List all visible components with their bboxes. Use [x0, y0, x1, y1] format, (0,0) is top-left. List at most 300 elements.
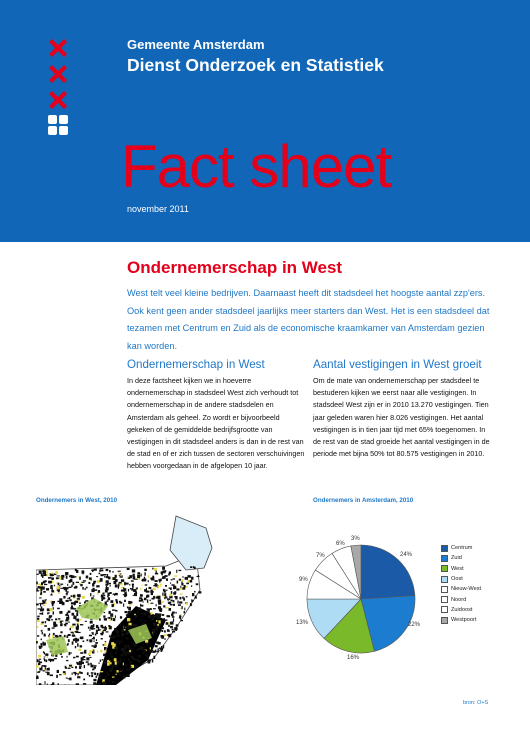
map-building: [173, 600, 175, 602]
document-title: Fact sheet: [121, 133, 392, 200]
map-building: [105, 641, 107, 642]
map-building: [36, 665, 38, 668]
map-building: [145, 584, 148, 585]
map-building: [100, 671, 103, 672]
map-building: [43, 605, 45, 606]
map-building: [110, 662, 112, 664]
map-building: [113, 636, 116, 637]
map-building: [158, 599, 161, 602]
map-building: [69, 599, 71, 601]
map-building: [45, 653, 48, 656]
legend-swatch: [441, 606, 448, 613]
map-building: [172, 631, 175, 633]
map-building: [152, 651, 155, 653]
map-building: [65, 666, 67, 669]
map-building: [69, 580, 71, 583]
map-building: [121, 654, 124, 656]
map-building: [170, 626, 173, 628]
map-building: [100, 578, 103, 581]
map-building: [94, 628, 96, 629]
map-building: [96, 639, 97, 641]
legend-item: [441, 594, 481, 604]
map-building: [89, 577, 92, 579]
map-building: [164, 618, 166, 621]
legend-item: [441, 584, 481, 594]
map-building: [94, 673, 96, 676]
map-building: [142, 620, 143, 622]
legend-label: West: [451, 565, 464, 572]
map-building: [158, 642, 161, 645]
map-building: [73, 595, 75, 598]
map-building: [86, 587, 88, 589]
map-building: [104, 595, 106, 597]
map-building: [41, 639, 42, 641]
map-building: [69, 597, 71, 599]
map-building: [57, 586, 60, 589]
map-building: [71, 602, 74, 604]
map-building: [96, 630, 98, 633]
map-building: [159, 648, 161, 649]
map-building: [112, 571, 113, 572]
map-building: [119, 602, 122, 604]
map-building: [161, 627, 164, 629]
map-building: [95, 634, 97, 636]
map-building: [79, 661, 82, 662]
map-building: [38, 584, 41, 586]
map-building: [51, 577, 54, 580]
map-building: [75, 586, 78, 589]
map-building: [126, 614, 128, 616]
map-building: [52, 627, 55, 628]
map-building: [140, 594, 143, 597]
map-building: [172, 612, 175, 614]
map-building: [103, 654, 106, 657]
map-building: [153, 596, 155, 599]
legend-swatch: [441, 555, 448, 562]
map-building: [88, 663, 90, 665]
map-building: [40, 587, 42, 589]
map-building: [129, 604, 132, 606]
map-building: [38, 655, 41, 658]
map-building: [47, 612, 49, 613]
map-building: [145, 655, 148, 656]
map-building: [76, 582, 79, 583]
map-building: [166, 590, 167, 591]
map-building: [175, 629, 177, 631]
map-building: [91, 625, 94, 628]
map-building: [75, 619, 76, 621]
map-building: [46, 573, 48, 576]
map-building: [115, 599, 116, 602]
map-building: [153, 629, 155, 632]
map-building: [52, 581, 54, 584]
map-building: [52, 601, 55, 603]
map-building: [146, 588, 147, 591]
map-building: [137, 649, 138, 652]
map-building: [181, 579, 183, 581]
map-building: [71, 595, 73, 597]
org-name: Gemeente Amsterdam: [127, 37, 265, 52]
map-building: [79, 577, 81, 580]
map-building: [166, 622, 169, 625]
map-building: [103, 597, 104, 600]
cross-icon: [46, 62, 70, 86]
map-building: [49, 633, 50, 635]
map-building: [84, 665, 85, 668]
map-building: [164, 593, 166, 596]
map-building: [153, 588, 156, 591]
map-building: [95, 642, 98, 644]
map-building: [174, 596, 176, 598]
map-building: [66, 678, 68, 679]
map-building: [173, 586, 176, 589]
map-building: [184, 611, 186, 613]
legend-item: [441, 543, 481, 553]
map-building: [186, 583, 189, 585]
lead-paragraph: West telt veel kleine bedrijven. Daarnaast heeft dit stadsdeel het hoogste aantal zzp'ers. Ook kent geen ander stadsdeel jaarlijks meer starters dan West. Het is een stadsdeel dat tezamen met Centrum en Zuid als de economische kraamkamer van Amsterdam gezien kan worden.: [127, 288, 490, 351]
map-building: [148, 661, 151, 663]
map-building: [89, 635, 92, 637]
map-building: [41, 582, 43, 585]
map-building: [121, 641, 122, 643]
map-building: [77, 619, 80, 622]
map-building: [54, 585, 55, 587]
map-building: [61, 578, 64, 580]
map-building: [68, 639, 70, 642]
map-building: [157, 618, 160, 619]
map-building: [168, 574, 170, 575]
map-building: [130, 626, 131, 627]
map-building: [134, 614, 136, 615]
map-building: [49, 608, 52, 611]
map-building: [138, 607, 141, 610]
map-building: [89, 629, 90, 630]
map-building: [50, 586, 52, 589]
map-building: [43, 601, 46, 604]
map-building: [170, 604, 173, 606]
map-building: [92, 569, 93, 572]
map-building: [71, 667, 73, 668]
map-building: [59, 598, 62, 601]
pie-value-label: 9%: [299, 577, 308, 583]
map-building: [92, 638, 95, 639]
map-building: [66, 660, 68, 661]
map-building: [84, 588, 86, 590]
map-building: [55, 618, 57, 620]
legend-label: Nieuw-West: [451, 586, 482, 593]
map-building: [177, 601, 178, 604]
map-building: [98, 590, 100, 593]
legend-swatch: [441, 617, 448, 624]
map-building: [82, 624, 84, 625]
map-building: [67, 612, 69, 615]
map-building: [40, 623, 43, 625]
map-building: [67, 591, 68, 593]
map-building: [86, 576, 88, 577]
map-building: [108, 627, 110, 628]
map-building: [68, 668, 71, 669]
map-building: [173, 618, 174, 621]
map-building: [148, 659, 151, 661]
map-building: [148, 603, 149, 604]
legend-swatch: [441, 565, 448, 572]
map-building: [60, 588, 63, 589]
map-building: [188, 575, 191, 578]
map-building: [144, 620, 147, 621]
map-building: [75, 666, 77, 668]
map-building: [159, 624, 161, 625]
map-building: [46, 618, 48, 620]
pie-value-label: 24%: [400, 552, 413, 558]
map-building: [58, 683, 59, 685]
map-building: [118, 634, 119, 637]
map-building: [181, 583, 183, 586]
map-building: [198, 591, 201, 593]
map-building: [140, 588, 141, 591]
map-building: [137, 572, 140, 574]
map-building: [45, 681, 46, 684]
map-building: [180, 620, 183, 621]
map-building: [129, 667, 131, 669]
map-building: [75, 601, 78, 604]
map-building: [73, 582, 75, 585]
map-building: [83, 580, 86, 581]
map-building: [150, 612, 152, 615]
map-building: [79, 663, 81, 665]
map-building: [190, 603, 192, 606]
map-building: [88, 582, 90, 584]
map-building: [118, 585, 119, 588]
map-building: [99, 675, 101, 678]
map-building: [184, 585, 186, 588]
map-building: [133, 589, 136, 592]
map-building: [106, 631, 109, 632]
map-building: [80, 584, 82, 586]
map-building: [127, 568, 130, 570]
map-building: [91, 645, 94, 646]
map-building: [120, 623, 121, 626]
map-building: [57, 608, 60, 610]
map-building: [176, 624, 179, 626]
map-building: [125, 654, 127, 656]
map-building: [110, 653, 112, 655]
map-building: [97, 650, 98, 652]
map-building: [133, 624, 135, 627]
map-building: [90, 657, 92, 658]
pie-value-label: 13%: [296, 620, 309, 626]
map-building: [173, 578, 176, 579]
map-building: [152, 618, 154, 621]
map-building: [168, 625, 170, 627]
map-building: [74, 638, 77, 641]
map-building: [85, 621, 87, 622]
map-building: [125, 665, 128, 666]
legend-item: [441, 605, 481, 615]
map-building: [111, 665, 114, 668]
map-building: [48, 619, 50, 622]
map-building: [124, 645, 127, 647]
map-building: [180, 597, 182, 600]
map-building: [83, 641, 85, 643]
map-building: [186, 603, 189, 605]
map-building: [65, 583, 66, 584]
map-building: [112, 677, 115, 678]
map-building: [109, 671, 112, 672]
map-building: [91, 672, 94, 674]
map-building: [114, 658, 117, 661]
map-building: [48, 635, 50, 636]
map-building: [106, 675, 108, 676]
map-building: [159, 609, 162, 611]
map-building: [101, 625, 104, 628]
map-building: [46, 570, 48, 573]
map-building: [39, 683, 42, 685]
map-building: [181, 581, 182, 583]
map-building: [72, 673, 73, 675]
map-building: [98, 628, 99, 631]
map-building: [134, 579, 137, 580]
map-building: [167, 615, 170, 617]
map-building: [166, 607, 169, 608]
map-building: [183, 576, 184, 578]
map-building: [171, 600, 173, 602]
map-building: [89, 639, 92, 642]
map-building: [101, 638, 103, 640]
map-building: [142, 653, 144, 655]
map-building: [109, 570, 111, 572]
pie-value-label: 6%: [336, 541, 345, 547]
map-building: [132, 569, 135, 572]
map-building: [44, 652, 45, 655]
map-building: [127, 611, 128, 614]
map-building: [162, 567, 165, 570]
map-building: [163, 589, 165, 592]
map-building: [69, 587, 72, 588]
map-building: [55, 636, 58, 638]
map-building: [100, 650, 101, 652]
map-building: [105, 602, 107, 605]
map-building: [149, 587, 152, 589]
map-building: [126, 674, 129, 677]
map-building: [47, 684, 48, 685]
map-building: [63, 673, 65, 675]
map-building: [137, 612, 139, 613]
map-building: [118, 674, 120, 676]
map-building: [90, 619, 92, 620]
map-building: [114, 644, 116, 647]
map-building: [95, 589, 98, 591]
map-building: [127, 618, 130, 621]
map-building: [93, 682, 96, 685]
map-building: [180, 588, 182, 590]
map-building: [166, 578, 168, 581]
map-building: [70, 652, 72, 653]
map-building: [107, 595, 108, 597]
map-building: [163, 605, 165, 607]
map-building: [182, 606, 183, 609]
map-building: [148, 575, 150, 577]
map-building: [46, 588, 49, 590]
map-building: [48, 628, 51, 631]
map-building: [43, 571, 46, 574]
map-building: [110, 585, 111, 586]
map-building: [104, 618, 107, 621]
map-building: [171, 579, 173, 580]
map-building: [87, 639, 89, 641]
map-building: [43, 651, 44, 653]
map-building: [60, 623, 63, 626]
map-building: [157, 624, 159, 626]
map-building: [162, 577, 163, 579]
map-building: [120, 583, 123, 585]
map-building: [99, 662, 100, 664]
legend-swatch: [441, 576, 448, 583]
map-building: [156, 597, 159, 599]
map-building: [72, 613, 75, 616]
map-building: [94, 665, 97, 667]
legend-label: Zuidoost: [451, 606, 473, 613]
map-building: [56, 675, 58, 678]
map-building: [77, 676, 80, 678]
map-building: [93, 596, 95, 597]
map-building: [131, 661, 132, 663]
map-building: [162, 601, 164, 603]
section-heading: Aantal vestigingen in West groeit: [313, 358, 482, 371]
pie-chart: [286, 532, 436, 666]
map-building: [48, 577, 51, 579]
pie-value-label: 7%: [316, 553, 325, 559]
map-building: [190, 566, 192, 568]
map-building: [88, 653, 91, 655]
map-building: [91, 632, 93, 633]
map-building: [71, 605, 73, 608]
map-building: [176, 570, 177, 573]
legend-item: [441, 615, 481, 625]
map-building: [93, 679, 96, 682]
map-building: [97, 580, 100, 583]
legend-label: Oost: [451, 576, 463, 583]
map-building: [75, 674, 76, 676]
map-building: [71, 626, 74, 629]
map-building: [121, 587, 123, 589]
map-building: [115, 652, 118, 653]
map-building: [124, 600, 126, 602]
map-building: [57, 670, 59, 673]
map-building: [87, 672, 89, 675]
map-building: [165, 591, 166, 592]
map-building: [50, 660, 51, 662]
map-building: [42, 587, 45, 590]
map-building: [161, 621, 162, 623]
map-building: [104, 643, 107, 646]
map-building: [100, 660, 101, 662]
map-building: [111, 637, 114, 638]
map-building: [131, 576, 132, 578]
map-building: [44, 665, 47, 667]
map-building: [167, 629, 169, 632]
map-building: [153, 656, 155, 659]
map-building: [93, 650, 94, 651]
map-building: [78, 649, 81, 651]
map-building: [89, 675, 91, 677]
pie-value-label: 22%: [408, 622, 421, 628]
map-building: [41, 607, 43, 609]
map-building: [50, 573, 52, 574]
publication-date: november 2011: [127, 204, 189, 214]
map-building: [131, 588, 133, 591]
map-building: [179, 579, 181, 581]
map-building: [40, 603, 41, 606]
